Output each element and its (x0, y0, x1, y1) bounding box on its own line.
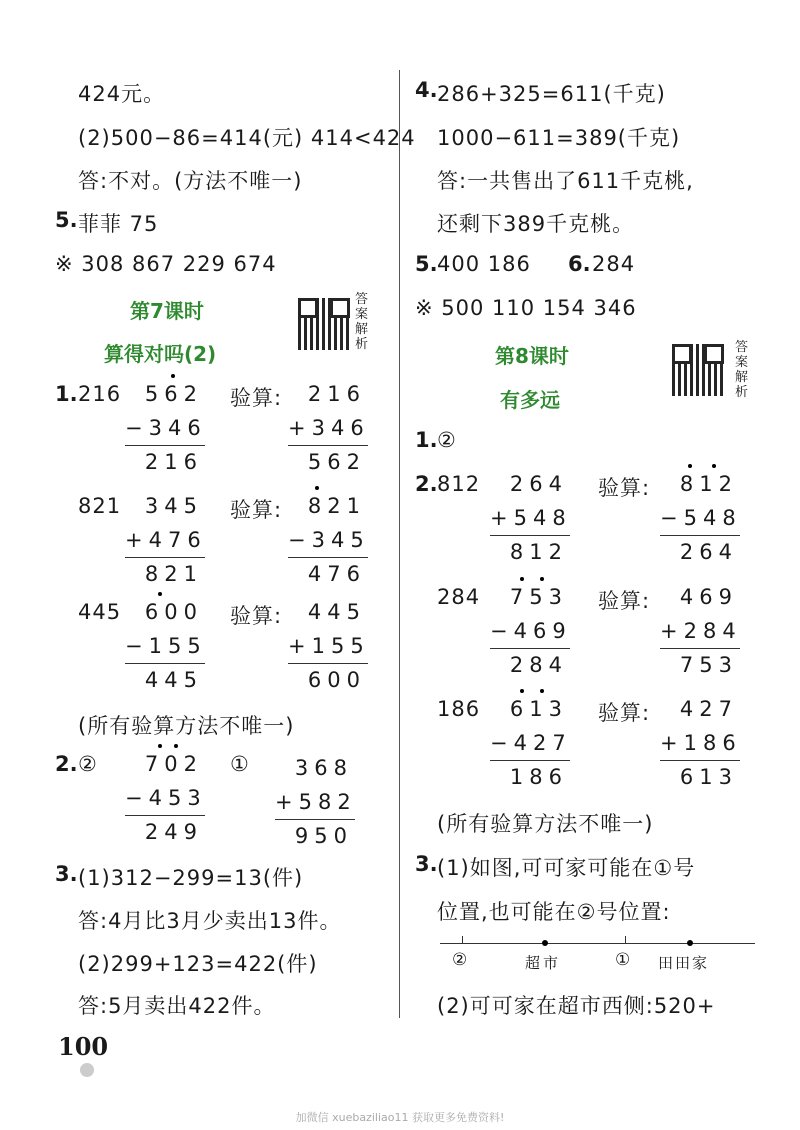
q2-number: 2. (55, 752, 78, 776)
q3-line-1: (1)312−299=13(件) (78, 866, 304, 890)
q3-number: 3. (55, 862, 78, 886)
lesson-7-title: 第7课时 (130, 299, 204, 323)
calc-top: 702 (144, 752, 203, 776)
page-number: 100 (58, 1032, 109, 1061)
check-label: 验算: (598, 701, 651, 725)
calc-rule (125, 663, 205, 664)
borrow-dot (174, 744, 178, 748)
check-label: 验算: (598, 476, 651, 500)
calc-result: 186 (509, 765, 568, 789)
q1-answer: ② (437, 428, 457, 452)
calc-result: 216 (144, 450, 203, 474)
column-divider (399, 70, 400, 1018)
q5-number: 5. (55, 208, 78, 232)
q3-line-4: 答:5月卖出422件。 (78, 994, 276, 1018)
q4-line-4: 还剩下389千克桃。 (437, 212, 635, 236)
check-rule (288, 663, 368, 664)
method-note: (所有验算方法不唯一) (437, 812, 654, 836)
map-label-1: ① (615, 950, 631, 970)
calc-rule (125, 815, 205, 816)
check-operand: +155 (288, 634, 370, 658)
lesson-8-title: 第8课时 (495, 344, 569, 368)
star-answers: ※ 500 110 154 346 (415, 296, 637, 320)
check-result: 562 (307, 450, 366, 474)
q5-number: 5. (415, 252, 438, 276)
q3-line-3: (2)可可家在超市西侧:520+ (437, 994, 716, 1018)
borrow-dot (688, 464, 692, 468)
check-operand: +346 (288, 416, 370, 440)
decor-dot (80, 1063, 94, 1077)
borrow-dot (540, 577, 544, 581)
calc-rule (125, 557, 205, 558)
calc-answer: 445 (78, 600, 122, 624)
calc-operand: +582 (275, 790, 357, 814)
qr-label: 答案解析 (735, 340, 749, 400)
footer-watermark: 加微信 xuebaziliao11 获取更多免费资料! (295, 1111, 505, 1124)
check-result: 600 (307, 668, 366, 692)
q4-line-2: 1000−611=389(千克) (437, 126, 681, 150)
check-rule (660, 648, 740, 649)
check-result: 753 (679, 653, 738, 677)
check-operand: −345 (288, 528, 370, 552)
calc-rule (275, 819, 355, 820)
q4-line-1: 286+325=611(千克) (437, 82, 666, 106)
q3-line-2: 位置,也可能在②号位置: (437, 900, 671, 924)
borrow-dot (158, 744, 162, 748)
calc-operand: −155 (125, 634, 207, 658)
check-top: 427 (679, 697, 738, 721)
borrow-dot (158, 592, 162, 596)
calc-top: 753 (509, 585, 568, 609)
check-result: 264 (679, 540, 738, 564)
calc-operand: −346 (125, 416, 207, 440)
map-point-tiantian (687, 940, 693, 946)
qr-code-icon[interactable] (672, 344, 724, 396)
q1-number: 1. (415, 428, 438, 452)
map-label-tiantian: 田田家 (658, 954, 710, 972)
check-top: 821 (307, 494, 366, 518)
calc-top: 345 (144, 494, 203, 518)
check-top: 469 (679, 585, 738, 609)
left-line-3: 答:不对。(方法不唯一) (78, 169, 303, 193)
calc-top: 600 (144, 600, 203, 624)
lesson-7-subtitle: 算得对吗(2) (104, 342, 217, 366)
calc-operand: +548 (490, 506, 572, 530)
q2-number: 2. (415, 472, 438, 496)
calc-result: 821 (144, 562, 203, 586)
map-label-supermarket: 超市 (525, 954, 562, 972)
check-rule (288, 445, 368, 446)
calc-answer: 216 (78, 382, 122, 406)
map-tick (625, 936, 626, 944)
borrow-dot (520, 689, 524, 693)
calc-answer: 284 (437, 585, 481, 609)
q6-answer: 284 (592, 252, 636, 276)
map-label-2: ② (452, 950, 468, 970)
check-result: 476 (307, 562, 366, 586)
q4-number: 4. (415, 78, 438, 102)
calc-operand: −427 (490, 731, 572, 755)
qr-label: 答案解析 (355, 292, 369, 352)
calc-operand: −469 (490, 619, 572, 643)
calc-result: 249 (144, 820, 203, 844)
map-tick (462, 936, 463, 944)
check-operand: +186 (660, 731, 742, 755)
left-line-2: (2)500−86=414(元) 414<424 (78, 126, 416, 150)
check-top: 445 (307, 600, 366, 624)
calc-result: 950 (294, 824, 353, 848)
check-label: 验算: (230, 498, 283, 522)
calc-top: 264 (509, 472, 568, 496)
check-label: 验算: (598, 589, 651, 613)
q2-choice-b: ① (230, 752, 250, 776)
star-answers: ※ 308 867 229 674 (55, 252, 277, 276)
calc-answer: 821 (78, 494, 122, 518)
q2-choice-a: ② (78, 752, 98, 776)
calc-operand: +476 (125, 528, 207, 552)
calc-operand: −453 (125, 786, 207, 810)
check-operand: +284 (660, 619, 742, 643)
borrow-dot (171, 374, 175, 378)
check-operand: −548 (660, 506, 742, 530)
check-top: 216 (307, 382, 366, 406)
left-line-1: 424元。 (78, 82, 166, 106)
check-result: 613 (679, 765, 738, 789)
calc-result: 445 (144, 668, 203, 692)
q3-number: 3. (415, 852, 438, 876)
map-line (440, 943, 755, 944)
check-rule (660, 760, 740, 761)
map-point-supermarket (542, 940, 548, 946)
check-rule (288, 557, 368, 558)
calc-rule (125, 445, 205, 446)
calc-top: 562 (144, 382, 203, 406)
q6-number: 6. (568, 252, 591, 276)
q4-line-3: 答:一共售出了611千克桃, (437, 169, 694, 193)
calc-result: 284 (509, 653, 568, 677)
method-note: (所有验算方法不唯一) (78, 714, 295, 738)
q5-answer: 400 186 (437, 252, 531, 276)
check-label: 验算: (230, 386, 283, 410)
check-rule (660, 535, 740, 536)
q3-line-2: 答:4月比3月少卖出13件。 (78, 909, 342, 933)
calc-rule (490, 760, 570, 761)
calc-result: 812 (509, 540, 568, 564)
borrow-dot (520, 577, 524, 581)
check-label: 验算: (230, 604, 283, 628)
calc-answer: 812 (437, 472, 481, 496)
calc-answer: 186 (437, 697, 481, 721)
q3-line-1: (1)如图,可可家可能在①号 (437, 856, 696, 880)
borrow-dot (712, 464, 716, 468)
check-top: 812 (679, 472, 738, 496)
calc-top: 613 (509, 697, 568, 721)
qr-code-icon[interactable] (298, 298, 350, 350)
q5-answer: 菲菲 75 (78, 212, 159, 236)
calc-rule (490, 535, 570, 536)
lesson-8-subtitle: 有多远 (500, 388, 560, 412)
borrow-dot (540, 689, 544, 693)
q1-number: 1. (55, 382, 78, 406)
borrow-dot (315, 486, 319, 490)
q3-line-3: (2)299+123=422(件) (78, 952, 318, 976)
calc-rule (490, 648, 570, 649)
calc-top: 368 (294, 756, 353, 780)
